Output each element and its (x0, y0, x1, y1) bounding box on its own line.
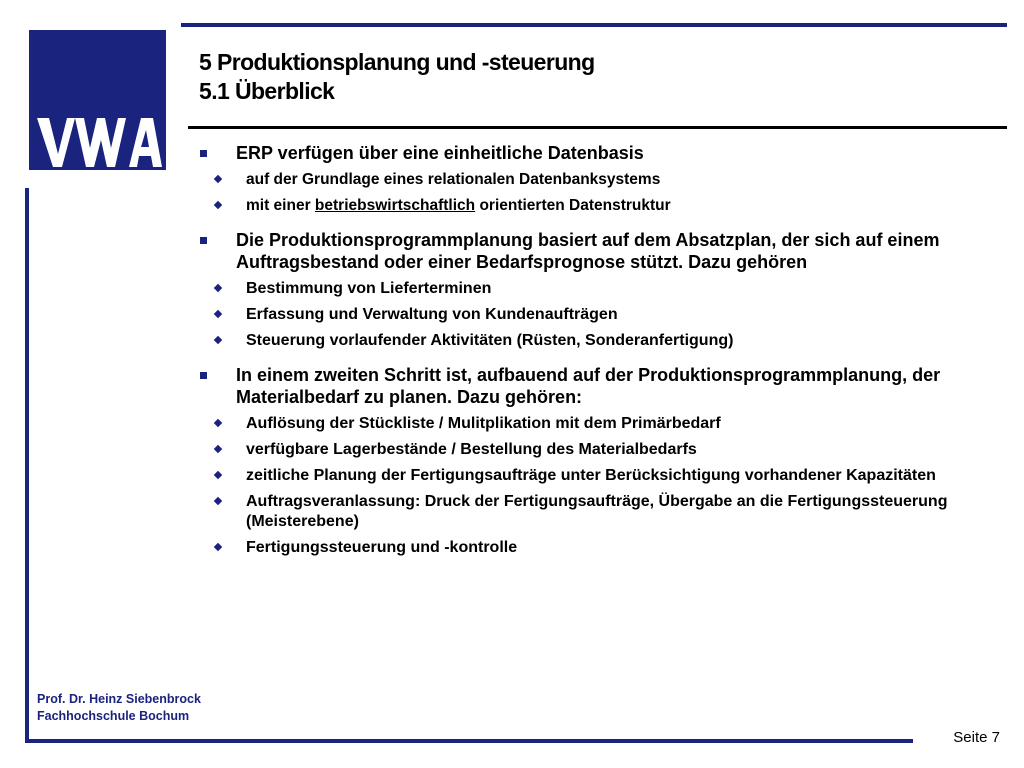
diamond-bullet-icon (214, 419, 222, 427)
square-bullet-icon (200, 372, 207, 379)
bullet-item (199, 142, 989, 164)
vwa-logo-mark (29, 30, 166, 170)
page-title (199, 48, 595, 106)
diamond-bullet-icon (214, 284, 222, 292)
underlined-word: betriebswirtschaftlich (314, 197, 476, 214)
diamond-bullet-icon (214, 201, 222, 209)
sub-list (199, 279, 989, 351)
page-number: Seite 7 (953, 729, 1000, 746)
title-rule (188, 126, 1007, 129)
sub-bullet-text: auf der Grundlage eines relationalen Datenbanksystems (246, 171, 661, 188)
sub-bullet-text: Erfassung und Verwaltung von Kundenaufträgen (246, 306, 618, 323)
sub-bullet-text: Auftragsveranlassung: Druck der Fertigungsaufträge, Übergabe an die Fertigungssteuerung (Meisterebene) (246, 493, 948, 530)
sub-bullet-item (162, 538, 989, 558)
sub-bullet-item (162, 492, 989, 532)
bullet-group-3 (199, 364, 989, 558)
diamond-bullet-icon (214, 336, 222, 344)
sub-bullet-item (162, 305, 989, 325)
diamond-bullet-icon (214, 543, 222, 551)
vwa-logo-text: VWA (97, 110, 100, 111)
sub-bullet-item (162, 279, 989, 299)
left-rule (25, 188, 29, 742)
top-rule (181, 23, 1007, 27)
sub-bullet-text: Fertigungssteuerung und -kontrolle (246, 539, 518, 556)
bullet-text: Die Produktionsprogrammplanung basiert auf dem Absatzplan, der sich auf einem Auftragsbestand oder einer Bedarfsprognose stützt. Dazu gehören (236, 230, 940, 272)
sub-list (199, 170, 989, 216)
bullet-text: ERP verfügen über eine einheitliche Datenbasis (236, 143, 644, 163)
sub-list (199, 414, 989, 558)
sub-bullet-item (162, 170, 989, 190)
sub-bullet-text-post: orientierten Datenstruktur (475, 197, 671, 214)
sub-bullet-item (162, 414, 989, 434)
footer-author: Prof. Dr. Heinz Siebenbrock (37, 692, 201, 706)
sub-bullet-text: Auflösung der Stückliste / Mulitplikation mit dem Primärbedarf (246, 415, 721, 432)
vwa-logo (29, 30, 166, 170)
sub-bullet-item (162, 331, 989, 351)
bullet-text: In einem zweiten Schritt ist, aufbauend auf der Produktionsprogrammplanung, der Materialbedarf zu planen. Dazu gehören: (236, 365, 941, 407)
diamond-bullet-icon (214, 471, 222, 479)
sub-bullet-text: Steuerung vorlaufender Aktivitäten (Rüsten, Sonderanfertigung) (246, 332, 734, 349)
sub-bullet-item (162, 466, 989, 486)
title-line-2: 5.1 Überblick (199, 78, 335, 104)
sub-bullet-text: zeitliche Planung der Fertigungsaufträge unter Berücksichtigung vorhandener Kapazitäten (246, 467, 936, 484)
diamond-bullet-icon (214, 445, 222, 453)
square-bullet-icon (200, 237, 207, 244)
footer (37, 691, 201, 725)
sub-bullet-item (162, 440, 989, 460)
bottom-rule (25, 739, 913, 743)
diamond-bullet-icon (214, 175, 222, 183)
diamond-bullet-icon (214, 310, 222, 318)
bullet-item (199, 364, 989, 408)
bullet-group-2 (199, 229, 989, 351)
sub-bullet-item (162, 196, 989, 216)
diamond-bullet-icon (214, 497, 222, 505)
slide-content (199, 142, 989, 564)
sub-bullet-text: verfügbare Lagerbestände / Bestellung des Materialbedarfs (246, 441, 697, 458)
sub-bullet-text-pre: mit einer (246, 197, 315, 214)
bullet-group-1 (199, 142, 989, 216)
title-line-1: 5 Produktionsplanung und -steuerung (199, 49, 595, 75)
square-bullet-icon (200, 150, 207, 157)
footer-institution: Fachhochschule Bochum (37, 709, 190, 723)
sub-bullet-text: Bestimmung von Lieferterminen (246, 280, 492, 297)
bullet-item (199, 229, 989, 273)
